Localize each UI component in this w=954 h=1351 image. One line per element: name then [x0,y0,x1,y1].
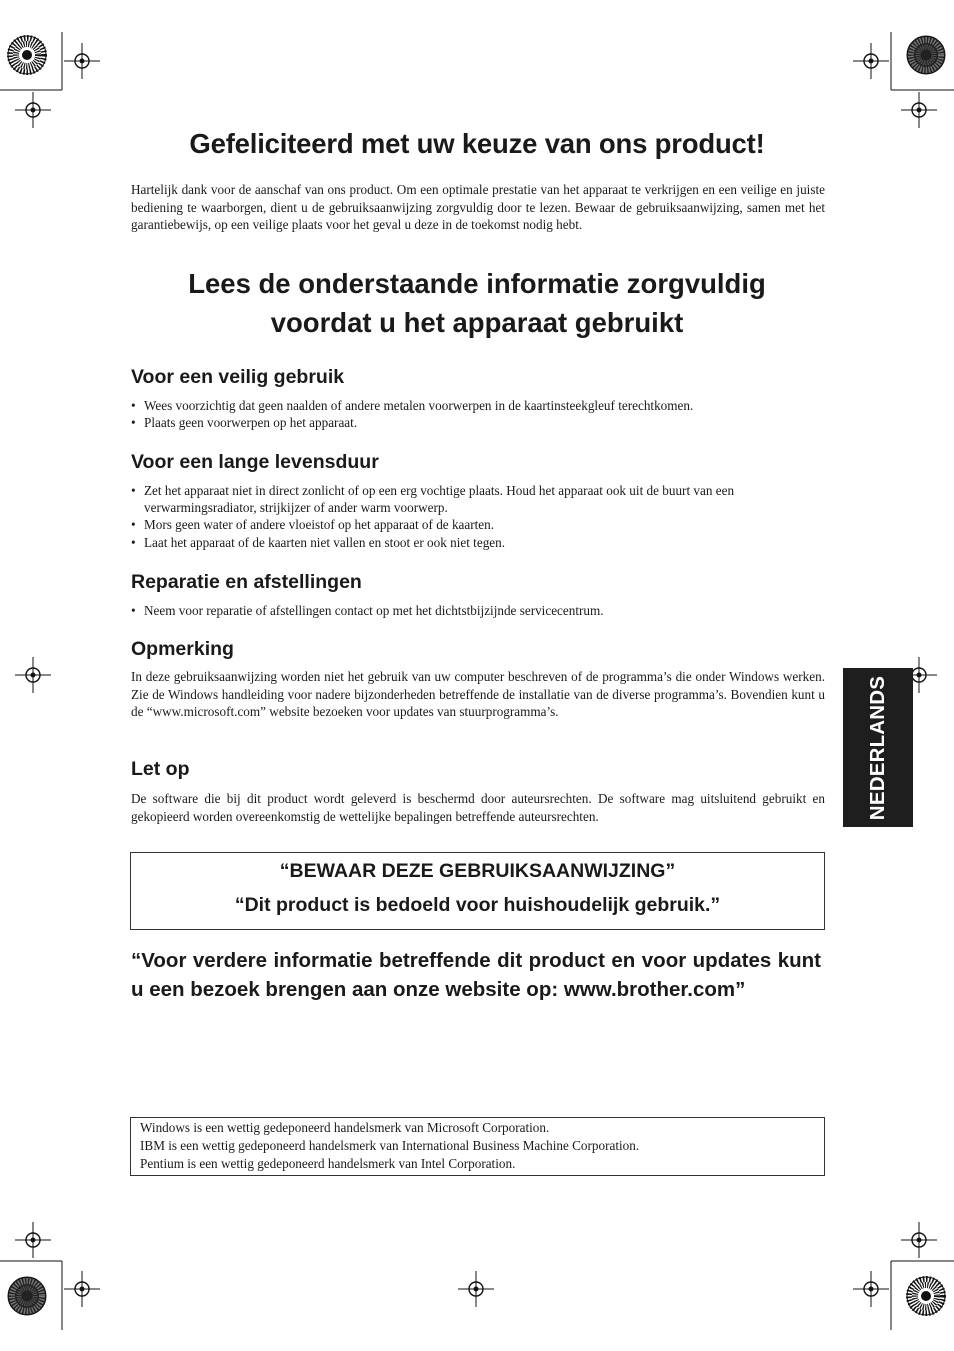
section-title-remark: Opmerking [131,638,234,660]
trademark-line: IBM is een wettig gedeponeerd handelsmerk van International Business Machine Corporation. [140,1138,640,1153]
keep-manual-line: “BEWAAR DEZE GEBRUIKSAANWIJZING” [279,860,676,882]
household-use-line: “Dit product is bedoeld voor huishoudelijk gebruik.” [234,894,721,916]
subheading-line-2: voordat u het apparaat gebruikt [270,307,684,338]
list-item: • Plaats geen voorwerpen op het apparaat. [131,414,825,431]
website-notice: “Voor verdere informatie betreffende dit product en voor updates kunt u een bezoek brengen aan onze website op: www.brother.com” [131,949,821,1001]
list-item: • Zet het apparaat niet in direct zonlicht of op een erg vochtige plaats. Houd het apparaat ook uit de buurt van een verwarmingsradiator, strijkijzer of ander warm voorwerp. [131,482,825,516]
section-title-long-life: Voor een lange levensduur [131,451,379,473]
caution-block [131,790,825,825]
section-title-safe-use: Voor een veilig gebruik [131,366,345,388]
section-title-repair: Reparatie en afstellingen [131,571,362,593]
remark-paragraph: In deze gebruiksaanwijzing worden niet het gebruik van uw computer beschreven of de programma’s die onder Windows werken. Zie de Windows handleiding voor nadere bijzonderheden betreffende de installatie van de diverse programma’s. Bovendien kunt u de “www.microsoft.com” website bezoeken voor updates van stuurprogramma’s. [131,669,825,720]
repair-list [131,602,825,619]
intro-paragraph: Hartelijk dank voor de aanschaf van ons product. Om een optimale prestatie van het apparaat te verkrijgen en een veilige en juiste bediening te waarborgen, dient u de gebruiksaanwijzing zorgvuldig door te lezen. Bewaar de gebruiksaanwijzing, samen met het garantiebewijs, op een veilige plaats voor het geval u deze in de toekomst nodig hebt. [131,182,825,233]
list-item: • Laat het apparaat of de kaarten niet vallen en stoot er ook niet tegen. [131,534,825,551]
safe-use-list [131,397,825,431]
trademarks-box [130,1117,825,1176]
page-title: Gefeliciteerd met uw keuze van ons product! [189,128,765,159]
section-title-caution: Let op [131,758,190,780]
trademark-line: Pentium is een wettig gedeponeerd handelsmerk van Intel Corporation. [140,1156,516,1171]
language-tab [843,668,913,827]
intro-block [131,181,825,234]
list-item: • Wees voorzichtig dat geen naalden of andere metalen voorwerpen in de kaartinsteekgleuf terechtkomen. [131,397,825,414]
remark-block [131,668,825,721]
long-life-list [131,482,825,551]
list-item: • Mors geen water of andere vloeistof op het apparaat of de kaarten. [131,516,825,533]
subheading-line-1: Lees de onderstaande informatie zorgvuldig [188,268,766,299]
caution-paragraph: De software die bij dit product wordt geleverd is beschermd door auteursrechten. De software mag uitsluitend gebruikt en gekopieerd worden overeenkomstig de wettelijke bepalingen betreffende auteursrechten. [131,791,825,824]
subheading [0,264,954,342]
language-tab-label: NEDERLANDS [866,675,889,820]
keep-manual-box [130,852,825,930]
trademark-line: Windows is een wettig gedeponeerd handelsmerk van Microsoft Corporation. [140,1120,550,1135]
list-item: • Neem voor reparatie of afstellingen contact op met het dichtstbijzijnde servicecentrum. [131,602,825,619]
